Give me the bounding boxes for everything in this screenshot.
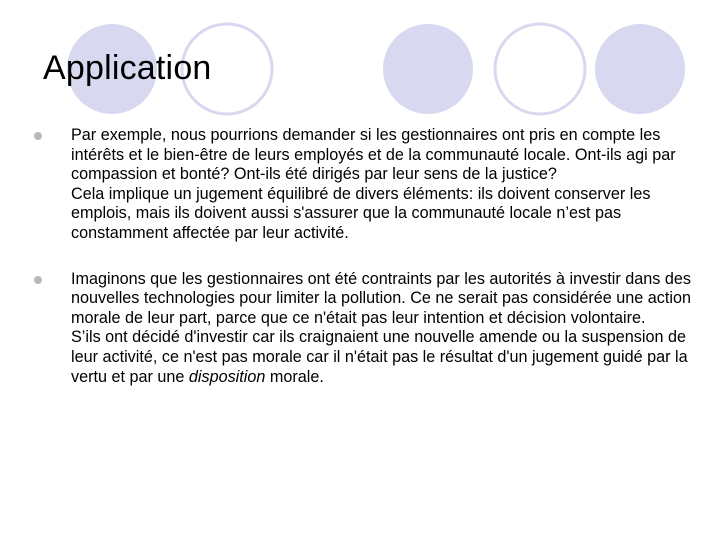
- bullet-item-1: [34, 126, 694, 244]
- decor-circle-filled-2: [383, 24, 473, 114]
- bullet-2-paragraph-2: [71, 328, 694, 387]
- bullet-1-paragraph-1: Par exemple, nous pourrions demander si les gestionnaires ont pris en compte les intérêts et le bien-être de leurs employés et de la communauté locale. Ont-ils agi par compassion et bonté? Ont-ils été dirigés par leur sens de la justice?: [71, 126, 676, 184]
- bullet-1-paragraph-2: Cela implique un jugement équilibré de divers éléments: ils doivent conserver les emplois, mais ils doivent aussi s'assurer que la communauté locale n’est pas constamment affectée par leur activité.: [71, 184, 651, 242]
- decor-circle-ring-2: [495, 24, 585, 114]
- bullet-icon: [34, 276, 42, 284]
- bullet-list: [34, 126, 694, 387]
- bullet-2-paragraph-1: Imaginons que les gestionnaires ont été contraints par les autorités à investir dans des nouvelles technologies pour limiter la pollution. Ce ne serait pas considérée une action morale de leur part, parce que ce n'était pas leur intention et décision volontaire.: [71, 269, 691, 327]
- decor-circle-filled-3: [595, 24, 685, 114]
- bullet-item-2: [34, 270, 694, 388]
- bullet-2-emphasis: disposition: [188, 367, 266, 386]
- bullet-2-paragraph-2-end: morale.: [265, 367, 324, 386]
- slide-title: Application: [43, 49, 212, 87]
- bullet-2-paragraph-2-text: S’ils ont décidé d'investir car ils craignaient une nouvelle amende ou la suspension de leur activité, ce n'est pas morale car il n'était pas le résultat d'un jugement guidé par la vertu et par une: [71, 328, 688, 386]
- bullet-icon: [34, 132, 42, 140]
